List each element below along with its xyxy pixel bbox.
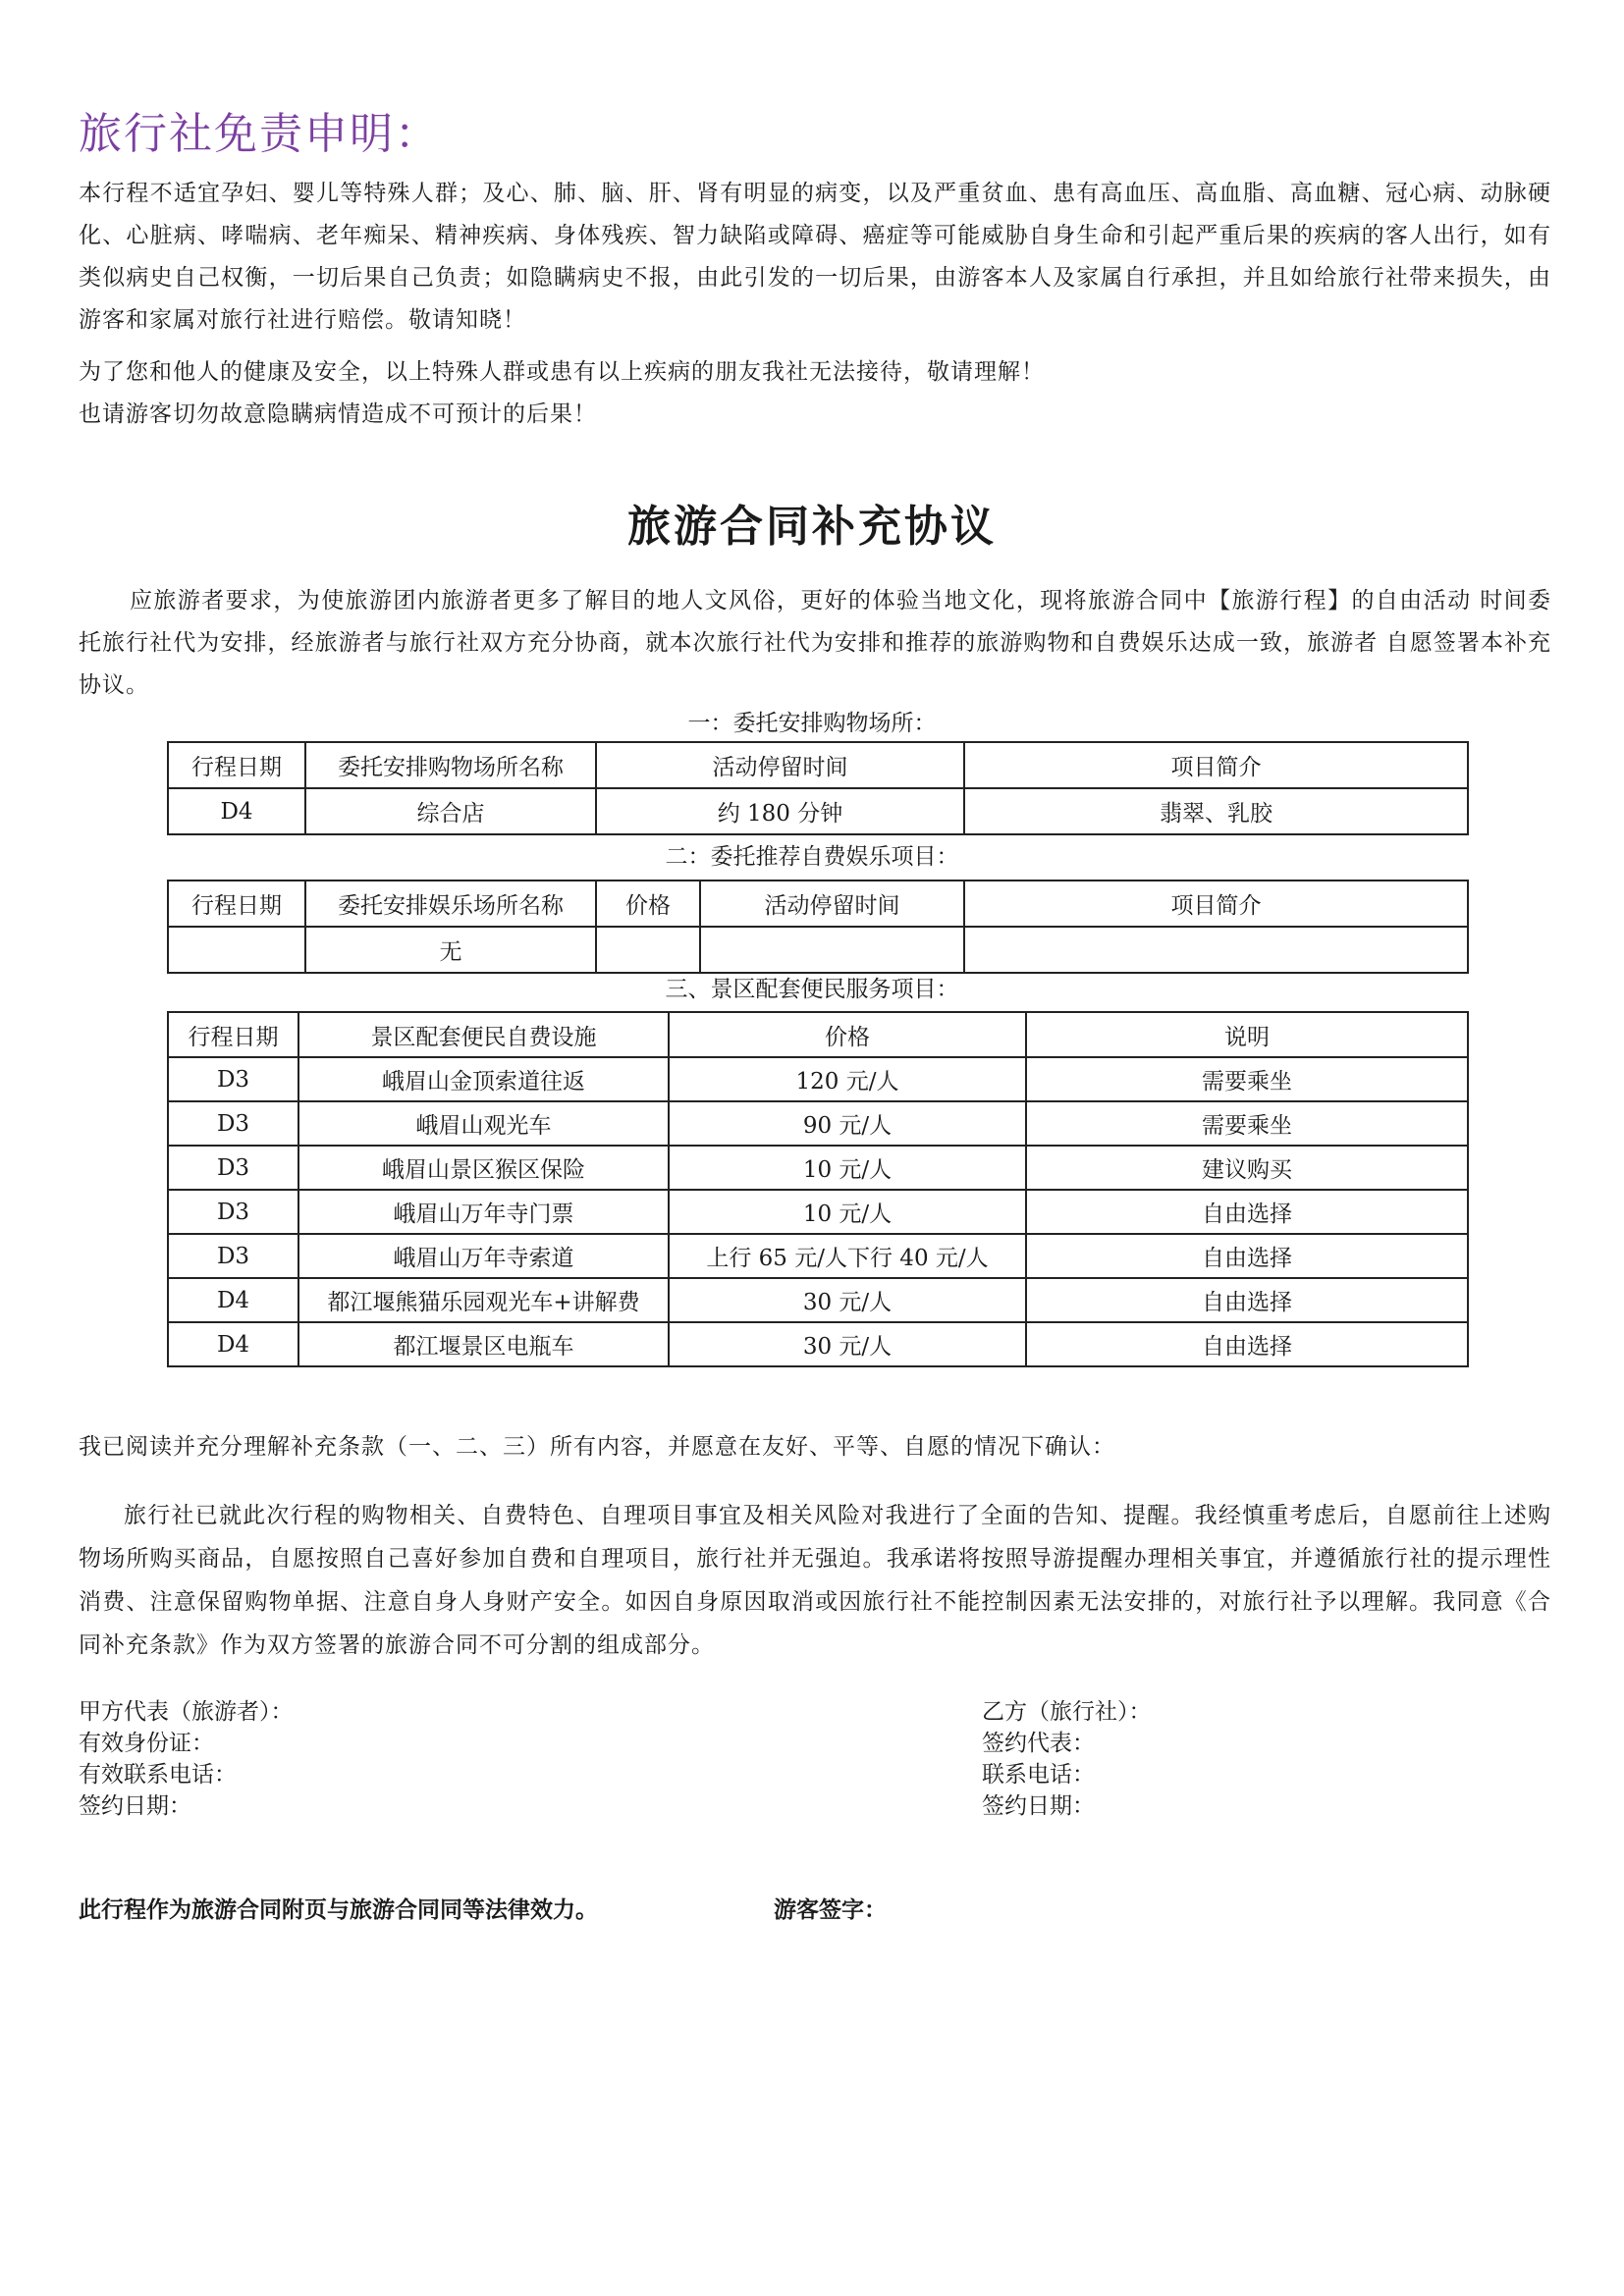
entertainment-table: [167, 880, 1469, 974]
party-a-representative-label: 甲方代表（旅游者）：: [79, 1699, 294, 1725]
table-header-cell: 项目简介: [964, 881, 1468, 927]
table-cell: 自由选择: [1026, 1278, 1468, 1322]
disclaimer-line-2: 也请游客切勿故意隐瞒病情造成不可预计的后果！: [79, 401, 597, 427]
tourist-signature-label: 游客签字：: [774, 1897, 887, 1923]
table-header-cell: 价格: [669, 1012, 1026, 1057]
table-cell: 综合店: [305, 788, 596, 834]
table-cell: 峨眉山观光车: [298, 1101, 669, 1146]
table-row: [168, 1322, 1468, 1366]
table-row: [168, 1101, 1468, 1146]
party-a-phone-label: 有效联系电话：: [79, 1762, 237, 1788]
table-row: [168, 1146, 1468, 1190]
table-header-cell: 行程日期: [168, 1012, 298, 1057]
table-row: [168, 1057, 1468, 1101]
table-row: [168, 927, 1468, 973]
table-cell: 都江堰熊猫乐园观光车+讲解费: [298, 1278, 669, 1322]
party-b-signature-block: [982, 1696, 1152, 1822]
table-header-cell: 委托安排购物场所名称: [305, 742, 596, 788]
table-cell: 需要乘坐: [1026, 1101, 1468, 1146]
shopping-table: [167, 741, 1469, 835]
table-cell: 峨眉山金顶索道往返: [298, 1057, 669, 1101]
table-cell: D3: [168, 1057, 298, 1101]
table-row: [168, 788, 1468, 834]
table-cell: [596, 927, 700, 973]
disclaimer-paragraph: 本行程不适宜孕妇、婴儿等特殊人群；及心、肺、脑、肝、肾有明显的病变，以及严重贫血、患有高血压、高血脂、高血糖、冠心病、动脉硬化、心脏病、哮喘病、老年痴呆、精神疾病、身体残疾、智力缺陷或障碍、癌症等可能威胁自身生命和引起严重后果的疾病的客人出行，如有类似病史自己权衡，一切后果自己负责；如隐瞒病史不报，由此引发的一切后果，由游客本人及家属自行承担，并且如给旅行社带来损失，由游客和家属对旅行社进行赔偿。敬请知晓！: [79, 181, 1551, 333]
table-cell: 翡翠、乳胶: [964, 788, 1468, 834]
table-cell: 无: [305, 927, 596, 973]
table-cell: 10 元/人: [669, 1190, 1026, 1234]
table-cell: D3: [168, 1146, 298, 1190]
table-row: [168, 1234, 1468, 1278]
table-row: [168, 1278, 1468, 1322]
table-cell: 都江堰景区电瓶车: [298, 1322, 669, 1366]
party-a-date-label: 签约日期：: [79, 1793, 191, 1819]
table-cell: 30 元/人: [669, 1278, 1026, 1322]
table3-caption: 三、景区配套便民服务项目：: [665, 977, 959, 1002]
contract-title: 旅游合同补充协议: [627, 502, 997, 552]
table-cell: 自由选择: [1026, 1322, 1468, 1366]
table-cell: 90 元/人: [669, 1101, 1026, 1146]
table-cell: D3: [168, 1234, 298, 1278]
party-b-date-label: 签约日期：: [982, 1793, 1095, 1819]
table-cell: 约 180 分钟: [596, 788, 964, 834]
disclaimer-title: 旅行社免责申明：: [79, 109, 440, 159]
legal-effect-note: 此行程作为旅游合同附页与旅游合同同等法律效力。: [79, 1897, 598, 1923]
table-cell: 自由选择: [1026, 1234, 1468, 1278]
table-header-row: [168, 1012, 1468, 1057]
table-cell: 峨眉山万年寺索道: [298, 1234, 669, 1278]
table-cell: 10 元/人: [669, 1146, 1026, 1190]
table-cell: D4: [168, 1278, 298, 1322]
table1-caption: 一：委托安排购物场所：: [687, 711, 937, 736]
table-header-cell: 价格: [596, 881, 700, 927]
table-header-cell: 活动停留时间: [700, 881, 964, 927]
acknowledgement-paragraph: 旅行社已就此次行程的购物相关、自费特色、自理项目事宜及相关风险对我进行了全面的告知、提醒。我经慎重考虑后，自愿前往上述购物场所购买商品，自愿按照自己喜好参加自费和自理项目，旅行社并无强迫。我承诺将按照导游提醒办理相关事宜，并遵循旅行社的提示理性消费、注意保留购物单据、注意自身人身财产安全。如因自身原因取消或因旅行社不能控制因素无法安排的，对旅行社予以理解。我同意《合同补充条款》作为双方签署的旅游合同不可分割的组成部分。: [79, 1503, 1551, 1658]
scenic-services-table: [167, 1011, 1469, 1367]
table-cell: D3: [168, 1190, 298, 1234]
table-header-row: [168, 742, 1468, 788]
table-cell: 120 元/人: [669, 1057, 1026, 1101]
disclaimer-line-1: 为了您和他人的健康及安全，以上特殊人群或患有以上疾病的朋友我社无法接待，敬请理解！: [79, 359, 1045, 385]
table-header-cell: 说明: [1026, 1012, 1468, 1057]
contract-intro: 应旅游者要求，为使旅游团内旅游者更多了解目的地人文风俗，更好的体验当地文化，现将旅游合同中【旅游行程】的自由活动 时间委托旅行社代为安排，经旅游者与旅行社双方充分协商，就本次旅行社代为安排和推荐的旅游购物和自费娱乐达成一致，旅游者 自愿签署本补充协议。: [79, 588, 1551, 698]
table-cell: 自由选择: [1026, 1190, 1468, 1234]
party-a-signature-block: [79, 1696, 294, 1822]
table-cell: 建议购买: [1026, 1146, 1468, 1190]
party-b-representative-label: 签约代表：: [982, 1731, 1095, 1756]
party-b-phone-label: 联系电话：: [982, 1762, 1095, 1788]
table2-caption: 二：委托推荐自费娱乐项目：: [665, 844, 959, 870]
table-header-cell: 委托安排娱乐场所名称: [305, 881, 596, 927]
confirmation-line: 我已阅读并充分理解补充条款（一、二、三）所有内容，并愿意在友好、平等、自愿的情况下确认：: [79, 1434, 1115, 1460]
table-header-cell: 行程日期: [168, 742, 305, 788]
table-cell: [964, 927, 1468, 973]
table-header-cell: 项目简介: [964, 742, 1468, 788]
table-header-row: [168, 881, 1468, 927]
table-cell: D4: [168, 788, 305, 834]
table-cell: 30 元/人: [669, 1322, 1026, 1366]
table-cell: D4: [168, 1322, 298, 1366]
table-row: [168, 1190, 1468, 1234]
table-header-cell: 行程日期: [168, 881, 305, 927]
table-cell: [168, 927, 305, 973]
table-cell: 峨眉山景区猴区保险: [298, 1146, 669, 1190]
table-cell: 需要乘坐: [1026, 1057, 1468, 1101]
table-header-cell: 活动停留时间: [596, 742, 964, 788]
party-b-agency-label: 乙方（旅行社）：: [982, 1699, 1152, 1725]
party-a-id-label: 有效身份证：: [79, 1731, 214, 1756]
table-cell: [700, 927, 964, 973]
table-header-cell: 景区配套便民自费设施: [298, 1012, 669, 1057]
table-cell: 峨眉山万年寺门票: [298, 1190, 669, 1234]
table-cell: 上行 65 元/人下行 40 元/人: [669, 1234, 1026, 1278]
table-cell: D3: [168, 1101, 298, 1146]
